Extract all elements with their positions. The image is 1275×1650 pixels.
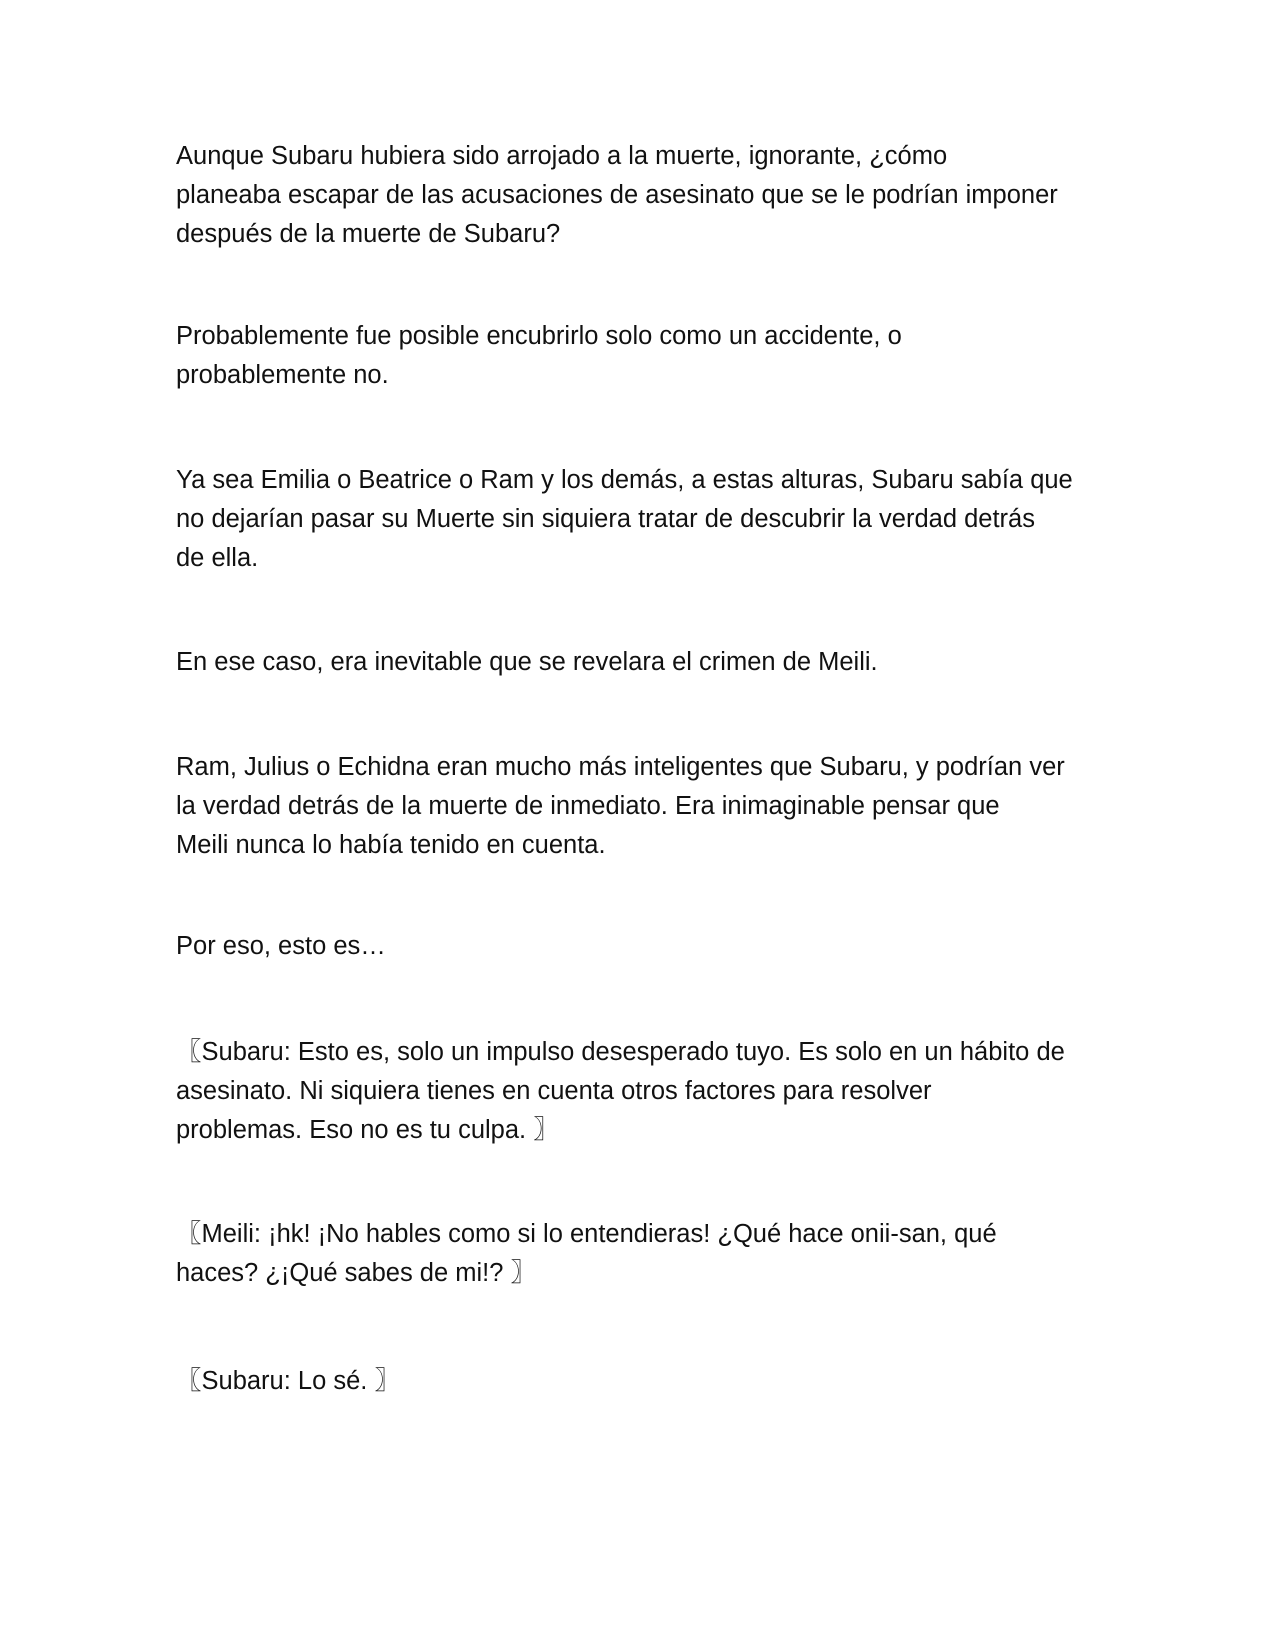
paragraph-line: problemas. Eso no es tu culpa. 〗 (176, 1116, 559, 1144)
dialogue-subaru-1 (176, 1033, 1111, 1150)
paragraph-line: de ella. (176, 544, 259, 572)
dialogue-meili (176, 1215, 1111, 1293)
paragraph-line: Ram, Julius o Echidna eran mucho más inteligentes que Subaru, y podrían ver (176, 753, 1065, 781)
paragraph-line: Probablemente fue posible encubrirlo solo como un accidente, o (176, 322, 902, 350)
paragraph-line: después de la muerte de Subaru? (176, 220, 561, 248)
paragraph-line: la verdad detrás de la muerte de inmediato. Era inimaginable pensar que (176, 792, 1000, 820)
paragraph-line: probablemente no. (176, 361, 389, 389)
paragraph-6 (176, 927, 1111, 966)
paragraph-line: 〖Meili: ¡hk! ¡No hables como si lo entendieras! ¿Qué hace onii-san, qué (176, 1220, 997, 1248)
paragraph-5 (176, 748, 1111, 865)
paragraph-2 (176, 317, 1111, 395)
paragraph-line: Aunque Subaru hubiera sido arrojado a la muerte, ignorante, ¿cómo (176, 142, 948, 170)
paragraph-line: En ese caso, era inevitable que se revelara el crimen de Meili. (176, 648, 878, 676)
dialogue-subaru-2 (176, 1362, 1111, 1401)
paragraph-line: 〖Subaru: Lo sé. 〗 (176, 1367, 400, 1395)
paragraph-line: asesinato. Ni siquiera tienes en cuenta otros factores para resolver (176, 1077, 932, 1105)
paragraph-line: no dejarían pasar su Muerte sin siquiera tratar de descubrir la verdad detrás (176, 505, 1035, 533)
paragraph-line: planeaba escapar de las acusaciones de asesinato que se le podrían imponer (176, 181, 1058, 209)
paragraph-4 (176, 643, 1111, 682)
paragraph-line: 〖Subaru: Esto es, solo un impulso desesperado tuyo. Es solo en un hábito de (176, 1038, 1065, 1066)
paragraph-line: Por eso, esto es… (176, 932, 386, 960)
paragraph-line: Meili nunca lo había tenido en cuenta. (176, 831, 606, 859)
paragraph-3 (176, 461, 1111, 578)
paragraph-1 (176, 137, 1111, 254)
paragraph-line: Ya sea Emilia o Beatrice o Ram y los demás, a estas alturas, Subaru sabía que (176, 466, 1073, 494)
paragraph-line: haces? ¿¡Qué sabes de mi!? 〗 (176, 1259, 537, 1287)
